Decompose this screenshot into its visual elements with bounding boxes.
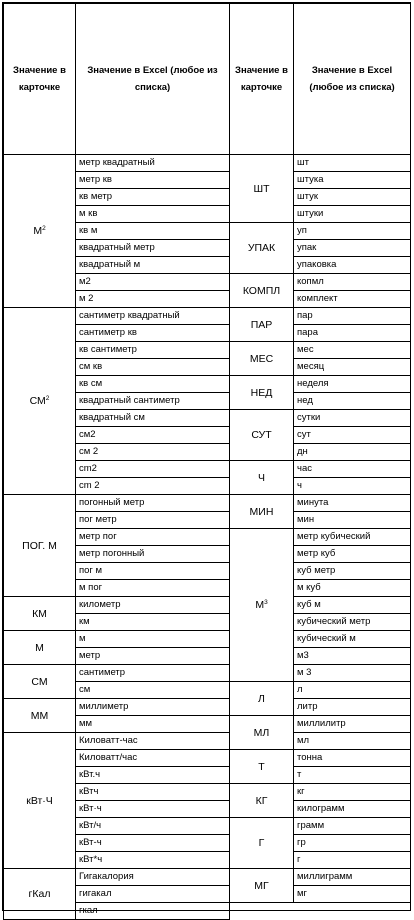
left-excel-value: гигакал bbox=[76, 886, 230, 903]
unit-superscript: 3 bbox=[264, 599, 268, 606]
unit-label: КГ bbox=[255, 794, 268, 807]
left-excel-value: метр bbox=[76, 648, 230, 665]
table-row bbox=[4, 597, 411, 614]
right-unit-group bbox=[230, 529, 294, 682]
unit-superscript: 2 bbox=[42, 225, 46, 232]
right-unit-group bbox=[230, 461, 294, 495]
unit-label: ПОГ. М bbox=[22, 539, 57, 552]
left-excel-value: квадратный см bbox=[76, 410, 230, 427]
left-excel-value: м кв bbox=[76, 206, 230, 223]
right-excel-value: уп bbox=[294, 223, 411, 240]
table-row bbox=[4, 308, 411, 325]
left-unit-group bbox=[4, 869, 76, 920]
right-excel-value: ч bbox=[294, 478, 411, 495]
left-unit-group bbox=[4, 495, 76, 597]
left-excel-value: квадратный метр bbox=[76, 240, 230, 257]
left-excel-value: кВт.ч bbox=[76, 767, 230, 784]
right-excel-value: штук bbox=[294, 189, 411, 206]
right-unit-group bbox=[230, 716, 294, 750]
left-unit-group bbox=[4, 665, 76, 699]
left-excel-value: метр квадратный bbox=[76, 155, 230, 172]
right-unit-group bbox=[230, 750, 294, 784]
left-excel-value: см bbox=[76, 682, 230, 699]
unit-label: КОМПЛ bbox=[242, 284, 281, 297]
left-excel-value: пог метр bbox=[76, 512, 230, 529]
left-excel-value: м 2 bbox=[76, 291, 230, 308]
table-row bbox=[4, 869, 411, 886]
unit-label: кВт·Ч bbox=[26, 794, 53, 807]
right-unit-group bbox=[230, 784, 294, 818]
right-excel-value: метр куб bbox=[294, 546, 411, 563]
header-card-right: Значение в карточке bbox=[230, 4, 294, 155]
right-excel-value: л bbox=[294, 682, 411, 699]
right-excel-value: кубический метр bbox=[294, 614, 411, 631]
right-excel-value: метр кубический bbox=[294, 529, 411, 546]
right-unit-group bbox=[230, 818, 294, 869]
left-excel-value: метр погонный bbox=[76, 546, 230, 563]
right-excel-value: штуки bbox=[294, 206, 411, 223]
right-excel-value: упаковка bbox=[294, 257, 411, 274]
left-excel-value: кв м bbox=[76, 223, 230, 240]
right-excel-value: нед bbox=[294, 393, 411, 410]
right-unit-group bbox=[230, 376, 294, 410]
left-excel-value: кв сантиметр bbox=[76, 342, 230, 359]
right-excel-value: т bbox=[294, 767, 411, 784]
left-excel-value: кв метр bbox=[76, 189, 230, 206]
header-card-left: Значение в карточке bbox=[4, 4, 76, 155]
right-excel-value: неделя bbox=[294, 376, 411, 393]
unit-label: Л bbox=[258, 692, 265, 705]
left-excel-value: кВт/ч bbox=[76, 818, 230, 835]
right-excel-value: гр bbox=[294, 835, 411, 852]
table-row bbox=[4, 495, 411, 512]
left-excel-value: м bbox=[76, 631, 230, 648]
right-unit-group bbox=[230, 342, 294, 376]
unit-label: М bbox=[35, 641, 44, 654]
left-excel-value: метр кв bbox=[76, 172, 230, 189]
right-excel-value: час bbox=[294, 461, 411, 478]
unit-label: НЕД bbox=[250, 386, 273, 399]
right-excel-value: миллиграмм bbox=[294, 869, 411, 886]
right-excel-value: грамм bbox=[294, 818, 411, 835]
unit-label: Ч bbox=[258, 471, 265, 484]
left-excel-value: сантиметр bbox=[76, 665, 230, 682]
right-excel-value: месяц bbox=[294, 359, 411, 376]
right-unit-group bbox=[230, 274, 294, 308]
right-excel-value: мес bbox=[294, 342, 411, 359]
left-excel-value: м пог bbox=[76, 580, 230, 597]
left-unit-group bbox=[4, 308, 76, 495]
left-unit-group bbox=[4, 155, 76, 308]
left-excel-value: см2 bbox=[76, 427, 230, 444]
right-excel-value: сут bbox=[294, 427, 411, 444]
units-mapping-sheet bbox=[2, 2, 411, 916]
right-excel-value: м 3 bbox=[294, 665, 411, 682]
left-excel-value: метр пог bbox=[76, 529, 230, 546]
unit-label: СМ bbox=[29, 395, 46, 407]
left-excel-value: см 2 bbox=[76, 444, 230, 461]
left-unit-group bbox=[4, 597, 76, 631]
left-excel-value: кв см bbox=[76, 376, 230, 393]
right-excel-value: сутки bbox=[294, 410, 411, 427]
unit-label: ММ bbox=[30, 709, 49, 722]
table-row bbox=[4, 733, 411, 750]
right-excel-value: мг bbox=[294, 886, 411, 903]
table-row bbox=[4, 665, 411, 682]
right-unit-group bbox=[230, 495, 294, 529]
left-excel-value: м2 bbox=[76, 274, 230, 291]
right-excel-value: мин bbox=[294, 512, 411, 529]
left-excel-value: пог м bbox=[76, 563, 230, 580]
left-excel-value: сантиметр квадратный bbox=[76, 308, 230, 325]
unit-label: ПАР bbox=[250, 318, 273, 331]
header-excel-left: Значение в Excel (любое из списка) bbox=[76, 4, 230, 155]
left-excel-value: км bbox=[76, 614, 230, 631]
unit-label: Г bbox=[258, 837, 265, 849]
header-row bbox=[4, 4, 411, 155]
right-excel-value: мл bbox=[294, 733, 411, 750]
right-excel-value: пар bbox=[294, 308, 411, 325]
left-excel-value: cm 2 bbox=[76, 478, 230, 495]
left-excel-value: Киловатт-час bbox=[76, 733, 230, 750]
unit-label: МЛ bbox=[253, 726, 270, 739]
header-excel-right: Значение в Excel (любое из списка) bbox=[294, 4, 411, 155]
unit-label: КМ bbox=[32, 607, 47, 620]
table-row bbox=[4, 699, 411, 716]
right-unit-group bbox=[230, 410, 294, 461]
right-excel-value: куб метр bbox=[294, 563, 411, 580]
right-unit-group bbox=[230, 223, 294, 274]
unit-label: М bbox=[255, 599, 265, 611]
unit-label: МГ bbox=[254, 879, 269, 892]
unit-label: СМ bbox=[31, 675, 48, 688]
left-excel-value: погонный метр bbox=[76, 495, 230, 512]
left-excel-value: мм bbox=[76, 716, 230, 733]
unit-label: УПАК bbox=[247, 242, 276, 254]
right-excel-value: куб м bbox=[294, 597, 411, 614]
right-excel-value: комплект bbox=[294, 291, 411, 308]
unit-label: МИН bbox=[249, 505, 274, 518]
table-row bbox=[4, 631, 411, 648]
unit-label: ШТ bbox=[253, 182, 270, 195]
left-excel-value: кВт*ч bbox=[76, 852, 230, 869]
right-excel-value: кг bbox=[294, 784, 411, 801]
left-excel-value: cm2 bbox=[76, 461, 230, 478]
right-excel-value: шт bbox=[294, 155, 411, 172]
right-excel-value: кубический м bbox=[294, 631, 411, 648]
right-excel-value: м3 bbox=[294, 648, 411, 665]
right-excel-value: миллилитр bbox=[294, 716, 411, 733]
units-table bbox=[3, 3, 411, 920]
left-excel-value: кВт-ч bbox=[76, 835, 230, 852]
right-excel-value: м куб bbox=[294, 580, 411, 597]
right-unit-group bbox=[230, 869, 294, 903]
left-excel-value: кВтч bbox=[76, 784, 230, 801]
right-unit-group bbox=[230, 155, 294, 223]
right-excel-value: килограмм bbox=[294, 801, 411, 818]
unit-superscript: 2 bbox=[45, 395, 50, 402]
left-unit-group bbox=[4, 733, 76, 869]
left-unit-group bbox=[4, 631, 76, 665]
left-excel-value: квадратный м bbox=[76, 257, 230, 274]
left-excel-value: кВт·ч bbox=[76, 801, 230, 818]
left-excel-value: миллиметр bbox=[76, 699, 230, 716]
table-row bbox=[4, 155, 411, 172]
unit-label: СУТ bbox=[251, 429, 272, 441]
left-excel-value: квадратный сантиметр bbox=[76, 393, 230, 410]
right-excel-value: штука bbox=[294, 172, 411, 189]
right-excel-value: упак bbox=[294, 240, 411, 257]
right-excel-value: г bbox=[294, 852, 411, 869]
right-excel-value: копмл bbox=[294, 274, 411, 291]
unit-label: Т bbox=[258, 760, 265, 773]
right-excel-value: литр bbox=[294, 699, 411, 716]
right-unit-group bbox=[230, 682, 294, 716]
right-excel-value: минута bbox=[294, 495, 411, 512]
left-excel-value: Киловатт/час bbox=[76, 750, 230, 767]
left-excel-value: см кв bbox=[76, 359, 230, 376]
left-unit-group bbox=[4, 699, 76, 733]
right-excel-value: пара bbox=[294, 325, 411, 342]
right-unit-group bbox=[230, 308, 294, 342]
unit-label: гКал bbox=[28, 888, 51, 900]
right-excel-value: тонна bbox=[294, 750, 411, 767]
left-excel-value: километр bbox=[76, 597, 230, 614]
left-excel-value: Гигакалория bbox=[76, 869, 230, 886]
unit-label: М bbox=[33, 225, 43, 237]
right-excel-value: дн bbox=[294, 444, 411, 461]
left-excel-value: гкал bbox=[76, 903, 230, 920]
unit-label: МЕС bbox=[249, 352, 274, 365]
left-excel-value: сантиметр кв bbox=[76, 325, 230, 342]
